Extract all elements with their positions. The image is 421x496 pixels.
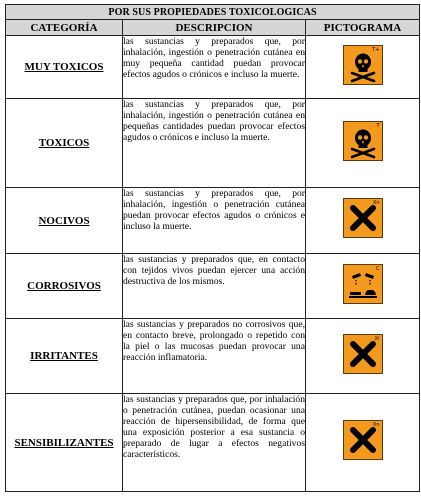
description-cell: las sustancias y preparados que, por inhalación o penetración cutánea, puedan ocasionar una reacción de hipersensibilidad, de forma que una exposición posterior a esa sustancia o preparado de lugar a efectos negativos característicos. <box>123 394 306 492</box>
description-cell: las sustancias y preparados que, por inhalación, ingestión o penetración cutánea en muy pequeña cantidad puedan provocar efectos agudos o crónicos e incluso la muerte. <box>123 36 306 99</box>
header-description: DESCRIPCION <box>123 20 306 36</box>
hazard-code: Xi <box>374 335 380 342</box>
x-cross-icon <box>343 198 383 238</box>
description-cell: las sustancias y preparados no corrosivos que, en contacto breve, prolongado o repetido con la piel o las mucosas puedan provocar una reacción inflamatoria. <box>123 319 306 394</box>
table-header-row <box>6 20 420 36</box>
table-row <box>6 319 420 394</box>
description-cell: las sustancias y preparados que, por inhalación, ingestión o penetración cutánea en pequeñas cantidades puedan provocar efectos agudos o crónicos e incluso la muerte. <box>123 99 306 188</box>
table-row <box>6 254 420 319</box>
category-cell: MUY TOXICOS <box>6 36 123 99</box>
hazard-code: T+ <box>372 46 380 53</box>
category-cell: CORROSIVOS <box>6 254 123 319</box>
hazard-code: T <box>376 122 380 129</box>
toxicology-table-container <box>5 4 420 492</box>
category-cell: IRRITANTES <box>6 319 123 394</box>
table-title: POR SUS PROPIEDADES TOXICOLOGICAS <box>6 5 420 20</box>
table-row <box>6 188 420 254</box>
table-row <box>6 36 420 99</box>
category-cell: NOCIVOS <box>6 188 123 254</box>
category-cell: SENSIBILIZANTES <box>6 394 123 492</box>
table-title-row <box>6 5 420 20</box>
category-cell: TOXICOS <box>6 99 123 188</box>
corrosive-icon <box>343 264 383 304</box>
header-category: CATEGORÍA <box>6 20 123 36</box>
x-cross-icon <box>343 420 383 460</box>
pictogram-cell <box>306 99 420 188</box>
toxicology-table <box>5 4 420 492</box>
pictogram-cell <box>306 394 420 492</box>
hazard-code: Xn <box>372 200 380 206</box>
hazard-code: C <box>376 265 380 272</box>
description-cell: las sustancias y preparados que, por inhalación, ingestión o penetración cutánea puedan provocar efectos agudos o crónicos e incluso la muerte. <box>123 188 306 254</box>
pictogram-cell <box>306 254 420 319</box>
table-row <box>6 99 420 188</box>
pictogram-cell <box>306 36 420 99</box>
skull-crossbones-icon <box>343 121 383 161</box>
pictogram-cell <box>306 319 420 394</box>
table-row <box>6 394 420 492</box>
pictogram-cell <box>306 188 420 254</box>
hazard-code: Xn <box>372 422 380 428</box>
description-cell: las sustancias y preparados que, en contacto con tejidos vivos puedan ejercer una acción destructiva de los mismos. <box>123 254 306 319</box>
skull-crossbones-icon <box>343 45 383 85</box>
x-cross-icon <box>343 334 383 374</box>
header-pictogram: PICTOGRAMA <box>306 20 420 36</box>
